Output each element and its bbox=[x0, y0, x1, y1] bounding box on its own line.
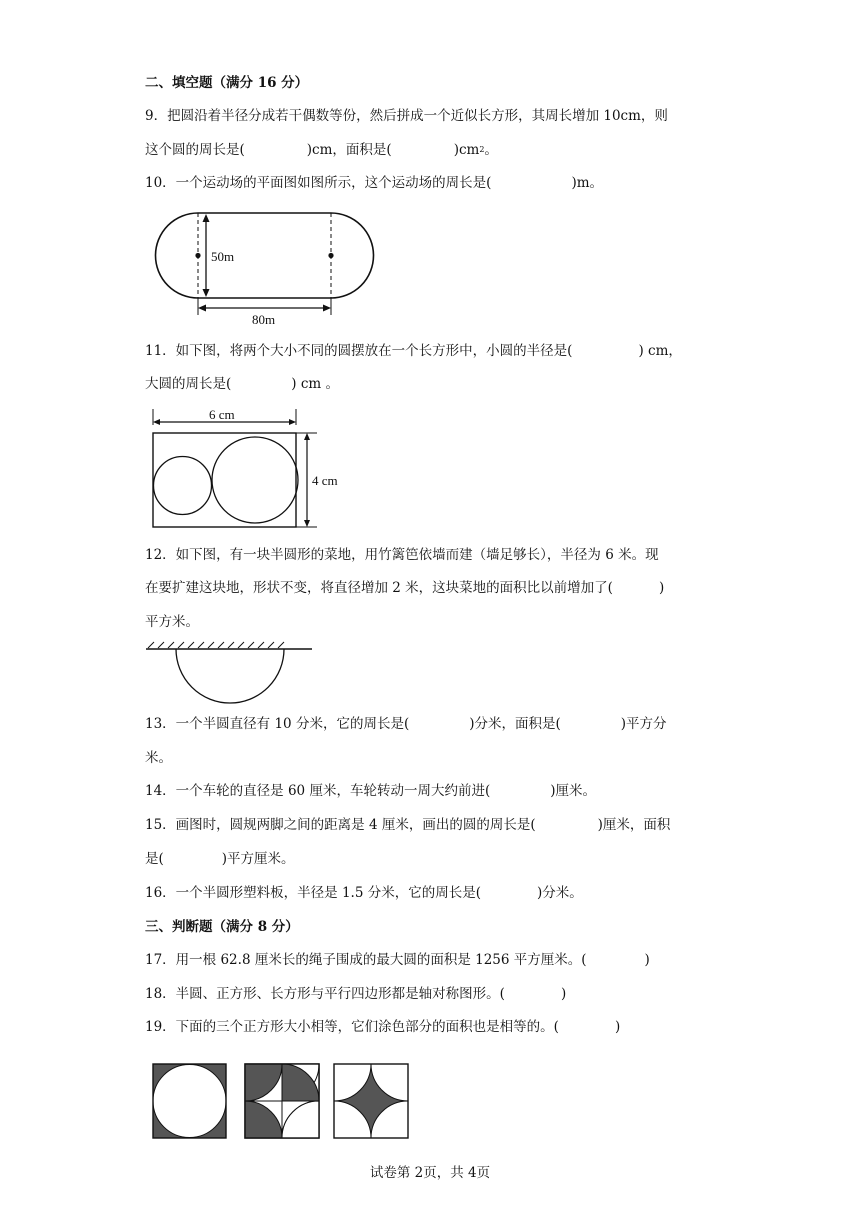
q17-text-a: 17．用一根 62.8 厘米长的绳子围成的最大圆的面积是 1256 平方厘米。( bbox=[145, 952, 587, 968]
q15-line1 bbox=[145, 816, 670, 834]
q12-text-a: 在要扩建这块地，形状不变，将直径增加 2 米，这块菜地的面积比以前增加了( bbox=[145, 580, 613, 596]
q15-text-b: )厘米，面积 bbox=[597, 817, 671, 833]
q16-text-a: 16．一个半圆形塑料板，半径是 1.5 分米，它的周长是( bbox=[145, 885, 481, 901]
q15-text-d: )平方厘米。 bbox=[221, 851, 295, 867]
q9-text-c: )cm bbox=[453, 142, 480, 158]
q12-line1: 12．如下图，有一块半圆形的菜地，用竹篱笆依墙而建（墙足够长），半径为 6 米。现 bbox=[145, 547, 659, 563]
q19-line bbox=[145, 1018, 620, 1036]
q9-text-b: )cm，面积是( bbox=[306, 142, 392, 158]
q15-text-c: 是( bbox=[145, 851, 164, 867]
q9-sup: 2 bbox=[479, 145, 485, 154]
q11-text-a: 11．如下图，将两个大小不同的圆摆放在一个长方形中，小圆的半径是( bbox=[145, 343, 573, 359]
q16-line bbox=[145, 884, 583, 902]
q9-text-a: 这个圆的周长是( bbox=[145, 142, 245, 158]
q12-line3: 平方米。 bbox=[145, 614, 199, 630]
q18-text-a: 18．半圆、正方形、长方形与平行四边形都是轴对称图形。( bbox=[145, 986, 505, 1002]
q13-line2: 米。 bbox=[145, 750, 172, 766]
q17-line bbox=[145, 951, 650, 969]
circles-rectangle-figure bbox=[146, 405, 356, 531]
q10-text-a: 10．一个运动场的平面图如图所示，这个运动场的周长是( bbox=[145, 175, 492, 191]
rect-width-label: 6 cm bbox=[209, 407, 235, 422]
track-length-label: 80m bbox=[252, 312, 276, 327]
q19-text-a: 19．下面的三个正方形大小相等，它们涂色部分的面积也是相等的。( bbox=[145, 1019, 559, 1035]
q9-line2 bbox=[145, 141, 498, 159]
q13-line1 bbox=[145, 715, 667, 733]
q14-text-b: )厘米。 bbox=[550, 783, 596, 799]
q17-text-b: ) bbox=[644, 952, 650, 968]
q10-text-b: )m。 bbox=[571, 175, 604, 191]
section-judge-title: 三、判断题（满分 8 分） bbox=[145, 919, 299, 935]
section-fill-title: 二、填空题（满分 16 分） bbox=[145, 75, 309, 91]
three-squares-figure bbox=[150, 1060, 412, 1142]
q10-line bbox=[145, 174, 603, 192]
rect-height-label: 4 cm bbox=[312, 473, 338, 488]
q15-line2 bbox=[145, 850, 295, 868]
q12-line2 bbox=[145, 579, 664, 597]
q11-text-d: ) cm 。 bbox=[291, 376, 339, 392]
track-width-label: 50m bbox=[211, 249, 235, 264]
q19-text-b: ) bbox=[614, 1019, 621, 1035]
square-star bbox=[334, 1064, 408, 1138]
q11-text-c: 大圆的周长是( bbox=[145, 376, 232, 392]
q13-text-b: )分米，面积是( bbox=[469, 716, 561, 732]
q9-line1: 9．把圆沿着半径分成若干偶数等份，然后拼成一个近似长方形，其周长增加 10cm，则 bbox=[145, 108, 668, 124]
square-quarter-circles bbox=[245, 1064, 319, 1138]
q18-line bbox=[145, 985, 566, 1003]
q12-text-b: ) bbox=[658, 580, 665, 596]
q9-text-d: 。 bbox=[484, 142, 498, 158]
q11-line2 bbox=[145, 375, 339, 393]
track-figure bbox=[150, 205, 380, 327]
square-circle-corners bbox=[153, 1064, 226, 1138]
q18-text-b: ) bbox=[560, 986, 567, 1002]
q16-text-b: )分米。 bbox=[537, 885, 583, 901]
semicircle-garden-figure bbox=[144, 639, 316, 707]
page-footer: 试卷第 2页，共 4页 bbox=[369, 1165, 491, 1181]
q11-line1 bbox=[145, 342, 682, 360]
q13-text-c: )平方分 bbox=[620, 716, 667, 732]
q11-text-b: ) cm， bbox=[638, 343, 682, 359]
q14-line bbox=[145, 782, 596, 800]
q13-text-a: 13．一个半圆直径有 10 分米，它的周长是( bbox=[145, 716, 410, 732]
q14-text-a: 14．一个车轮的直径是 60 厘米，车轮转动一周大约前进( bbox=[145, 783, 491, 799]
q15-text-a: 15．画图时，圆规两脚之间的距离是 4 厘米，画出的圆的周长是( bbox=[145, 817, 536, 833]
